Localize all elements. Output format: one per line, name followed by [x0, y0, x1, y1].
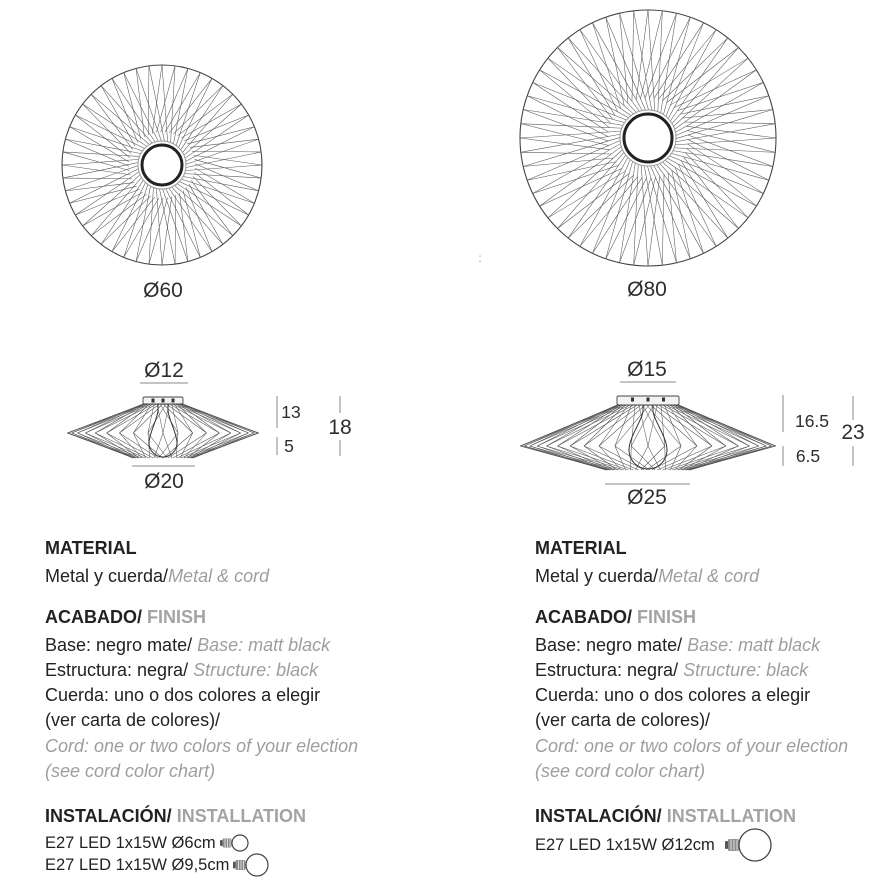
material-es: Metal y cuerda/ [535, 566, 659, 586]
finish-base [45, 633, 330, 657]
installation-heading-es: INSTALACIÓN/ [45, 806, 172, 826]
bulb-icon-graphic [724, 827, 772, 863]
installation-option-label: E27 LED 1x15W Ø9,5cm [45, 856, 230, 874]
bulb-glass [246, 854, 268, 876]
spec-column-large-lamp [535, 0, 875, 880]
bulb-socket-cap [233, 862, 236, 869]
upper-height-label-small: 13 [281, 402, 301, 422]
material-heading: MATERIAL [535, 538, 627, 558]
bulb-glass [739, 829, 771, 861]
bulb-socket-cap [725, 841, 728, 849]
bulb-icon-graphic [232, 852, 270, 878]
bulb-socket [236, 860, 246, 870]
installation-heading [45, 804, 306, 828]
material-text [535, 564, 759, 588]
finish-cord-en-line: (see cord color chart) [45, 761, 216, 781]
finish-base-en: Base: matt black [197, 635, 331, 655]
installation-option-label: E27 LED 1x15W Ø12cm [535, 836, 715, 854]
finish-base [535, 633, 820, 657]
total-height-label-small: 18 [328, 416, 352, 439]
installation-heading [535, 804, 796, 828]
material-en: Metal & cord [168, 566, 270, 586]
bottom-ring-label-large: Ø25 [627, 486, 667, 509]
material-text [45, 564, 269, 588]
installation-option [535, 833, 772, 857]
installation-option [45, 853, 270, 877]
finish-structure-es: Estructura: negra/ [535, 660, 679, 680]
finish-cord-es-line: (ver carta de colores)/ [535, 710, 711, 730]
bulb-icon [232, 852, 270, 878]
bulb-icon [724, 827, 772, 863]
finish-cord-en-line: (see cord color chart) [535, 761, 706, 781]
bulb-icon [219, 833, 249, 853]
total-height-label-large: 23 [841, 421, 865, 444]
material-heading: MATERIAL [45, 538, 137, 558]
bulb-socket-cap [220, 840, 223, 846]
finish-heading [535, 605, 696, 629]
finish-structure-en: Structure: black [683, 660, 809, 680]
spec-column-small-lamp [45, 0, 385, 880]
top-ring-label-large: Ø15 [627, 358, 667, 381]
finish-structure-en: Structure: black [193, 660, 319, 680]
installation-heading-en: INSTALLATION [176, 806, 307, 826]
material-es: Metal y cuerda/ [45, 566, 169, 586]
separator-mark: : [478, 251, 482, 265]
finish-base-es: Base: negro mate/ [535, 635, 683, 655]
installation-option [45, 831, 249, 855]
lower-height-label-large: 6.5 [795, 446, 821, 466]
finish-heading-es: ACABADO/ [45, 607, 142, 627]
finish-heading [45, 605, 206, 629]
bottom-ring-label-small: Ø20 [144, 470, 184, 493]
installation-heading-es: INSTALACIÓN/ [535, 806, 662, 826]
finish-base-es: Base: negro mate/ [45, 635, 193, 655]
finish-structure [45, 658, 318, 682]
finish-heading-en: FINISH [147, 607, 207, 627]
finish-cord-es-line: (ver carta de colores)/ [45, 710, 221, 730]
top-diameter-label-small: Ø60 [143, 279, 183, 302]
finish-cord-en-line: Cord: one or two colors of your election [45, 736, 359, 756]
top-ring-label-small: Ø12 [144, 359, 184, 382]
top-diameter-label-large: Ø80 [627, 278, 667, 301]
finish-cord-en-line: Cord: one or two colors of your election [535, 736, 849, 756]
finish-cord-es-line: Cuerda: uno o dos colores a elegir [535, 685, 811, 705]
material-en: Metal & cord [658, 566, 760, 586]
finish-structure [535, 658, 808, 682]
bulb-icon-graphic [219, 833, 249, 853]
finish-heading-en: FINISH [637, 607, 697, 627]
finish-cord-es-line: Cuerda: uno o dos colores a elegir [45, 685, 321, 705]
finish-structure-es: Estructura: negra/ [45, 660, 189, 680]
upper-height-label-large: 16.5 [794, 411, 830, 431]
installation-option-label: E27 LED 1x15W Ø6cm [45, 834, 216, 852]
bulb-glass [232, 835, 248, 851]
installation-heading-en: INSTALLATION [666, 806, 797, 826]
lower-height-label-small: 5 [284, 436, 294, 456]
finish-base-en: Base: matt black [687, 635, 821, 655]
finish-heading-es: ACABADO/ [535, 607, 632, 627]
